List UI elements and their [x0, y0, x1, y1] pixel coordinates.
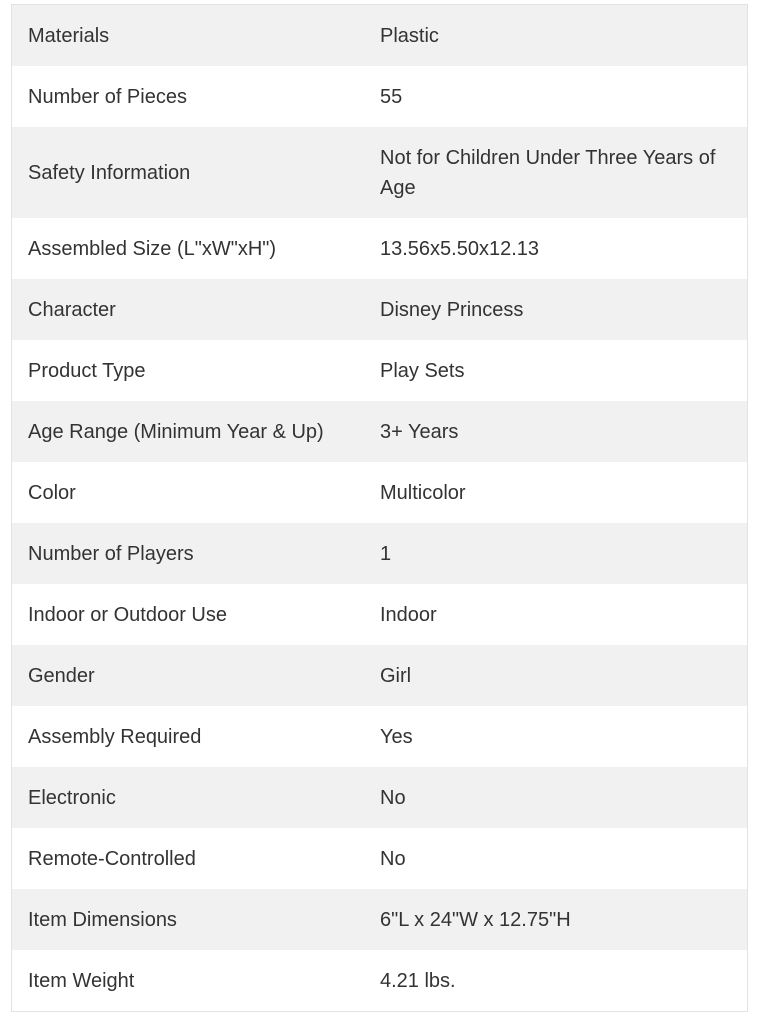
spec-value: 13.56x5.50x12.13: [380, 237, 540, 260]
specifications-table: [11, 4, 748, 1012]
spec-row-number-of-players: [12, 523, 747, 584]
spec-row-indoor-outdoor-use: [12, 584, 747, 645]
spec-value: Multicolor: [380, 481, 466, 504]
spec-value: No: [380, 847, 406, 870]
spec-label: Number of Pieces: [28, 85, 187, 108]
spec-value: Not for Children Under Three Years of Age: [380, 146, 716, 199]
spec-value: 4.21 lbs.: [380, 969, 456, 992]
spec-row-remote-controlled: [12, 828, 747, 889]
spec-value: Disney Princess: [380, 298, 524, 321]
spec-label: Number of Players: [28, 542, 194, 565]
spec-value: No: [380, 786, 406, 809]
spec-row-item-weight: [12, 950, 747, 1011]
spec-label: Item Dimensions: [28, 908, 177, 931]
spec-row-product-type: [12, 340, 747, 401]
spec-label: Electronic: [28, 786, 116, 809]
spec-row-safety-information: [12, 127, 747, 218]
spec-label: Character: [28, 298, 116, 321]
spec-label: Assembled Size (L"xW"xH"): [28, 237, 277, 260]
spec-row-gender: [12, 645, 747, 706]
spec-row-number-of-pieces: [12, 66, 747, 127]
spec-row-character: [12, 279, 747, 340]
spec-row-color: [12, 462, 747, 523]
spec-value: 6"L x 24"W x 12.75"H: [380, 908, 571, 931]
spec-row-age-range: [12, 401, 747, 462]
spec-label: Gender: [28, 664, 95, 687]
spec-label: Assembly Required: [28, 725, 202, 748]
spec-label: Product Type: [28, 359, 146, 382]
spec-label: Item Weight: [28, 969, 135, 992]
spec-value: 55: [380, 85, 403, 108]
spec-value: Indoor: [380, 603, 437, 626]
spec-label: Materials: [28, 24, 110, 47]
spec-row-materials: [12, 5, 747, 66]
spec-label: Remote-Controlled: [28, 847, 196, 870]
spec-value: 3+ Years: [380, 420, 459, 443]
spec-value: 1: [380, 542, 392, 565]
spec-row-assembly-required: [12, 706, 747, 767]
spec-label: Safety Information: [28, 161, 191, 184]
spec-label: Age Range (Minimum Year & Up): [28, 420, 324, 443]
spec-value: Plastic: [380, 24, 439, 47]
spec-label: Indoor or Outdoor Use: [28, 603, 227, 626]
spec-value: Yes: [380, 725, 413, 748]
spec-row-item-dimensions: [12, 889, 747, 950]
spec-value: Girl: [380, 664, 412, 687]
spec-label: Color: [28, 481, 76, 504]
spec-row-electronic: [12, 767, 747, 828]
spec-row-assembled-size: [12, 218, 747, 279]
spec-value: Play Sets: [380, 359, 465, 382]
